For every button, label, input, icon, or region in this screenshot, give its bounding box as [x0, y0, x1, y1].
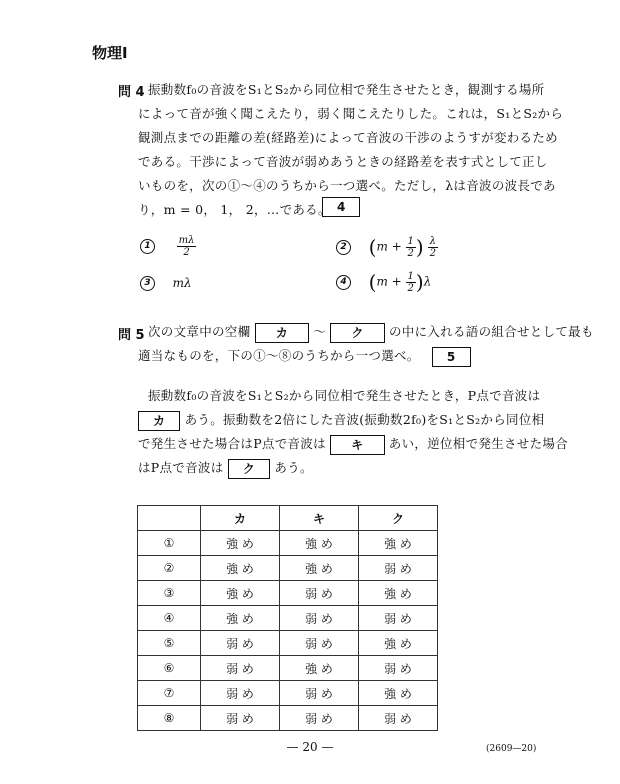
choice-1-numerator: mλ [178, 235, 195, 246]
table-header-ki: キ [280, 506, 359, 531]
q4-line-3: 観測点までの距離の差(経路差)によって音波の干渉のようすが変わるため [138, 130, 558, 145]
table-row[interactable] [138, 581, 438, 606]
passage-blank-ki[interactable]: キ [330, 435, 384, 455]
passage-line-3-b: あい，逆位相で発生させた場合 [388, 436, 568, 451]
cell-ku: 強 め [359, 681, 438, 706]
choice-2-suffix-den: 2 [429, 247, 436, 259]
cell-ka: 弱 め [201, 656, 280, 681]
answer-options-table [137, 505, 438, 731]
choice-number-3: 3 [140, 276, 155, 291]
choice-4-frac-den: 2 [407, 282, 414, 294]
passage-blank-ka[interactable]: カ [138, 411, 180, 431]
choice-4-suffix: λ [423, 274, 432, 289]
passage-line-3-a: で発生させた場合はP点で音波は [138, 436, 326, 451]
cell-ki: 強 め [280, 531, 359, 556]
tilde: ～ [313, 324, 327, 339]
table-header-ku: ク [359, 506, 438, 531]
passage-line-1: 振動数f₀の音波をS₁とS₂から同位相で発生させたとき，P点で音波は [148, 388, 541, 403]
choice-2-frac-den: 2 [407, 247, 414, 259]
q4-line-5: いものを，次の①～④のうちから一つ選べ。ただし，λは音波の波長であ [138, 178, 556, 193]
cell-ka: 弱 め [201, 631, 280, 656]
cell-ka: 弱 め [201, 681, 280, 706]
row-number: ⑥ [138, 656, 201, 681]
blank-ka-box[interactable]: カ [255, 323, 309, 343]
q5-line-1-a: 次の文章中の空欄 [148, 324, 251, 339]
cell-ki: 強 め [280, 556, 359, 581]
cell-ku: 弱 め [359, 656, 438, 681]
passage-line-2 [138, 410, 544, 431]
choice-2-suffix-num: λ [428, 236, 438, 248]
table-row[interactable] [138, 706, 438, 731]
q4-line-2: によって音が強く聞こえたり，弱く聞こえたりした。これは，S₁とS₂から [138, 106, 564, 121]
q4-choice-2[interactable]: 2 (m + $\frac{1}{2}$ ) $\frac{\lambda}{2}$ [336, 235, 438, 259]
q4-line-1: 振動数f₀の音波をS₁とS₂から同位相で発生させたとき，観測する場所 [148, 82, 545, 97]
cell-ki: 弱 め [280, 706, 359, 731]
passage-line-2-text: あう。振動数を2倍にした音波(振動数2f₀)をS₁とS₂から同位相 [184, 412, 545, 427]
table-header-ka: カ [201, 506, 280, 531]
q4-line-4: である。干渉によって音波が弱めあうときの経路差を表す式として正し [138, 154, 548, 169]
question-4-label: 問 4 [118, 85, 145, 100]
passage-line-4-a: はP点で音波は [138, 460, 224, 475]
cell-ku: 弱 め [359, 606, 438, 631]
q4-choice-3[interactable] [140, 276, 192, 291]
cell-ku: 強 め [359, 631, 438, 656]
table-row[interactable] [138, 656, 438, 681]
row-number: ④ [138, 606, 201, 631]
choice-2-prefix: m + [376, 239, 402, 254]
passage-line-4-b: あう。 [274, 460, 313, 475]
cell-ka: 強 め [201, 531, 280, 556]
passage-line-4 [138, 458, 313, 479]
cell-ki: 弱 め [280, 581, 359, 606]
cell-ki: 弱 め [280, 631, 359, 656]
choice-number-2: 2 [336, 240, 351, 255]
q5-line-2-text: 適当なものを，下の①～⑧のうちから一つ選べ。 [138, 348, 420, 363]
table-row[interactable] [138, 681, 438, 706]
choice-3-text: mλ [172, 276, 192, 290]
passage-blank-ku[interactable]: ク [228, 459, 270, 479]
cell-ka: 強 め [201, 581, 280, 606]
row-number: ③ [138, 581, 201, 606]
blank-ku-box[interactable]: ク [330, 323, 384, 343]
cell-ka: 強 め [201, 556, 280, 581]
cell-ku: 強 め [359, 581, 438, 606]
choice-4-prefix: m + [376, 274, 402, 289]
q4-choice-1[interactable] [140, 235, 196, 258]
cell-ku: 弱 め [359, 556, 438, 581]
row-number: ⑦ [138, 681, 201, 706]
cell-ki: 強 め [280, 656, 359, 681]
table-row[interactable] [138, 606, 438, 631]
cell-ki: 弱 め [280, 681, 359, 706]
page-number: — 20 — [286, 740, 334, 754]
choice-number-4: 4 [336, 275, 351, 290]
cell-ku: 弱 め [359, 706, 438, 731]
table-row[interactable] [138, 531, 438, 556]
q5-line-1 [148, 322, 594, 343]
table-header-row [138, 506, 438, 531]
q5-line-2 [138, 346, 471, 367]
q5-answer-box[interactable]: 5 [432, 347, 471, 367]
table-header-empty [138, 506, 201, 531]
row-number: ⑤ [138, 631, 201, 656]
page-title: 物理Ⅰ [92, 44, 128, 62]
exam-code: (2609—20) [486, 744, 537, 754]
cell-ka: 弱 め [201, 706, 280, 731]
choice-4-frac-num: 1 [407, 270, 414, 282]
choice-number-1: 1 [140, 239, 155, 254]
table-row[interactable] [138, 631, 438, 656]
row-number: ① [138, 531, 201, 556]
passage-line-3 [138, 434, 568, 455]
choice-2-frac-num: 1 [407, 235, 414, 247]
row-number: ② [138, 556, 201, 581]
question-5-label: 問 5 [118, 328, 145, 343]
table-row[interactable] [138, 556, 438, 581]
cell-ka: 強 め [201, 606, 280, 631]
q5-line-1-b: の中に入れる語の組合せとして最も [388, 324, 594, 339]
q4-answer-box[interactable]: 4 [322, 197, 360, 217]
cell-ku: 強 め [359, 531, 438, 556]
q4-line-6: り，m = 0， 1， 2，…である。 [138, 202, 331, 217]
row-number: ⑧ [138, 706, 201, 731]
choice-1-denominator: 2 [183, 247, 190, 258]
cell-ki: 弱 め [280, 606, 359, 631]
q4-choice-4[interactable]: 4 (m + $\frac{1}{2}$ )λ [336, 270, 431, 294]
